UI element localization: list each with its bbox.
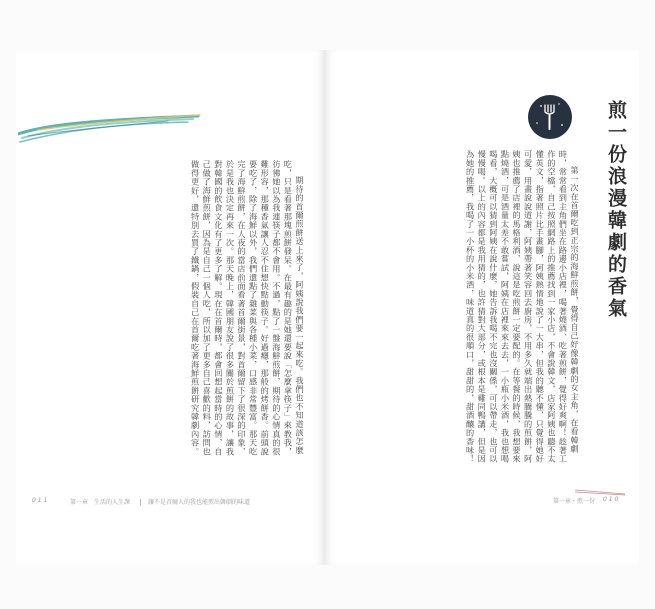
fork-icon [528, 95, 572, 139]
left-page-number: 0 1 1 [32, 497, 48, 504]
right-footer [545, 488, 635, 508]
chapter-title: 煎一份浪漫韓劇的香氣 [605, 100, 627, 320]
footer-divider [140, 499, 141, 506]
left-page-paragraph: 期待的首爾煎餅送上來了，阿姨說我們要一起來吃。我們也不知道該怎麼吃，只是看著那塊煎餅發呆。在最有趣的是她還要說「怎麼拿筷子」來教我，彷彿她以為我連筷子都不會用。不過，點了一盤海鮮煎餅，期待的心情真的很難形容，那種香氣讓人忍不住想快點動筷子。好過癮，那般的烤餅香。前頭說要吃了，除了海鮮以外，我們還點了雜菜與各種小菜，口感非常豐富。那天吃完了海鮮煎餅，在人夜的當店前面看著首爾街景，對首爾留下了很深的印象，於是我也決定再來一次。那天晚上，韓國朋友說了很多關於煎餅的故事，讓我對韓國的飲食文化有了更多了解。現在在首爾時，都會回想起當時的心情，自己做了海鮮煎餅，因為是自己一個人吃，所以加了更多自己喜歡的料，訪問也做得更好，還特別去買了鐵鍋，假裝自己在首爾吃著海鮮煎餅研究韓劇內容。 [190, 160, 305, 456]
right-running-head: 第一章・煎一份 [553, 498, 596, 505]
right-page-text [335, 150, 580, 465]
left-footer-chapter-title: 讓不是首爾人的我也能煎出韓劇的味道 [148, 499, 251, 506]
left-page-text [50, 160, 305, 460]
brush-stroke-decoration [18, 112, 203, 148]
plate-illustration [528, 95, 572, 139]
right-page-paragraph: 第一次在首爾吃到正宗的海鮮煎餅，覺得自己好像韓劇的女主角，在看韓劇時，常常看到主角們坐在路邊小店裡，喝著燒酒、吃著煎餅，覺得好爽啊！趁著工作的空檔，自己按照網路上的推薦找到一家小店，不會說韓文，店家阿姨也聽不太懂英文，指著照片比手畫腳，阿姨熱情地說了一大串，但我的聽不懂，只覺得她好可愛，用畫說說道謝，阿姨帶著笑容回去廚房，不用多久就端出熱騰騰的煎餅，阿姨也推薦了店裡的馬格利酒，說這是吃煎餅一定要配的。在等餐的時候，我想要來點燒酒，可是酒量太差不敢嘗試，阿姨在店裡來來去去，一小瓶小米酒，我也想喝喝看，大概可以猜到阿姨在說什麼，她告訴我喝不完也沒關係，可以帶走，也可以慢慢喝。以上的內容都是我用猜的，也許猜對大部分，或根本是雞同鴨講，但是因為她的推薦，我喝了一小杯的小米酒，味道真的很順口，甜甜的，甜酒釀的香味！ [465, 150, 580, 464]
book-gutter [323, 50, 326, 565]
chopsticks-icon [545, 488, 635, 496]
right-page-number: 0 1 0 [603, 496, 619, 503]
left-footer-chapter: 第一章 生活的人生課 [70, 499, 131, 506]
